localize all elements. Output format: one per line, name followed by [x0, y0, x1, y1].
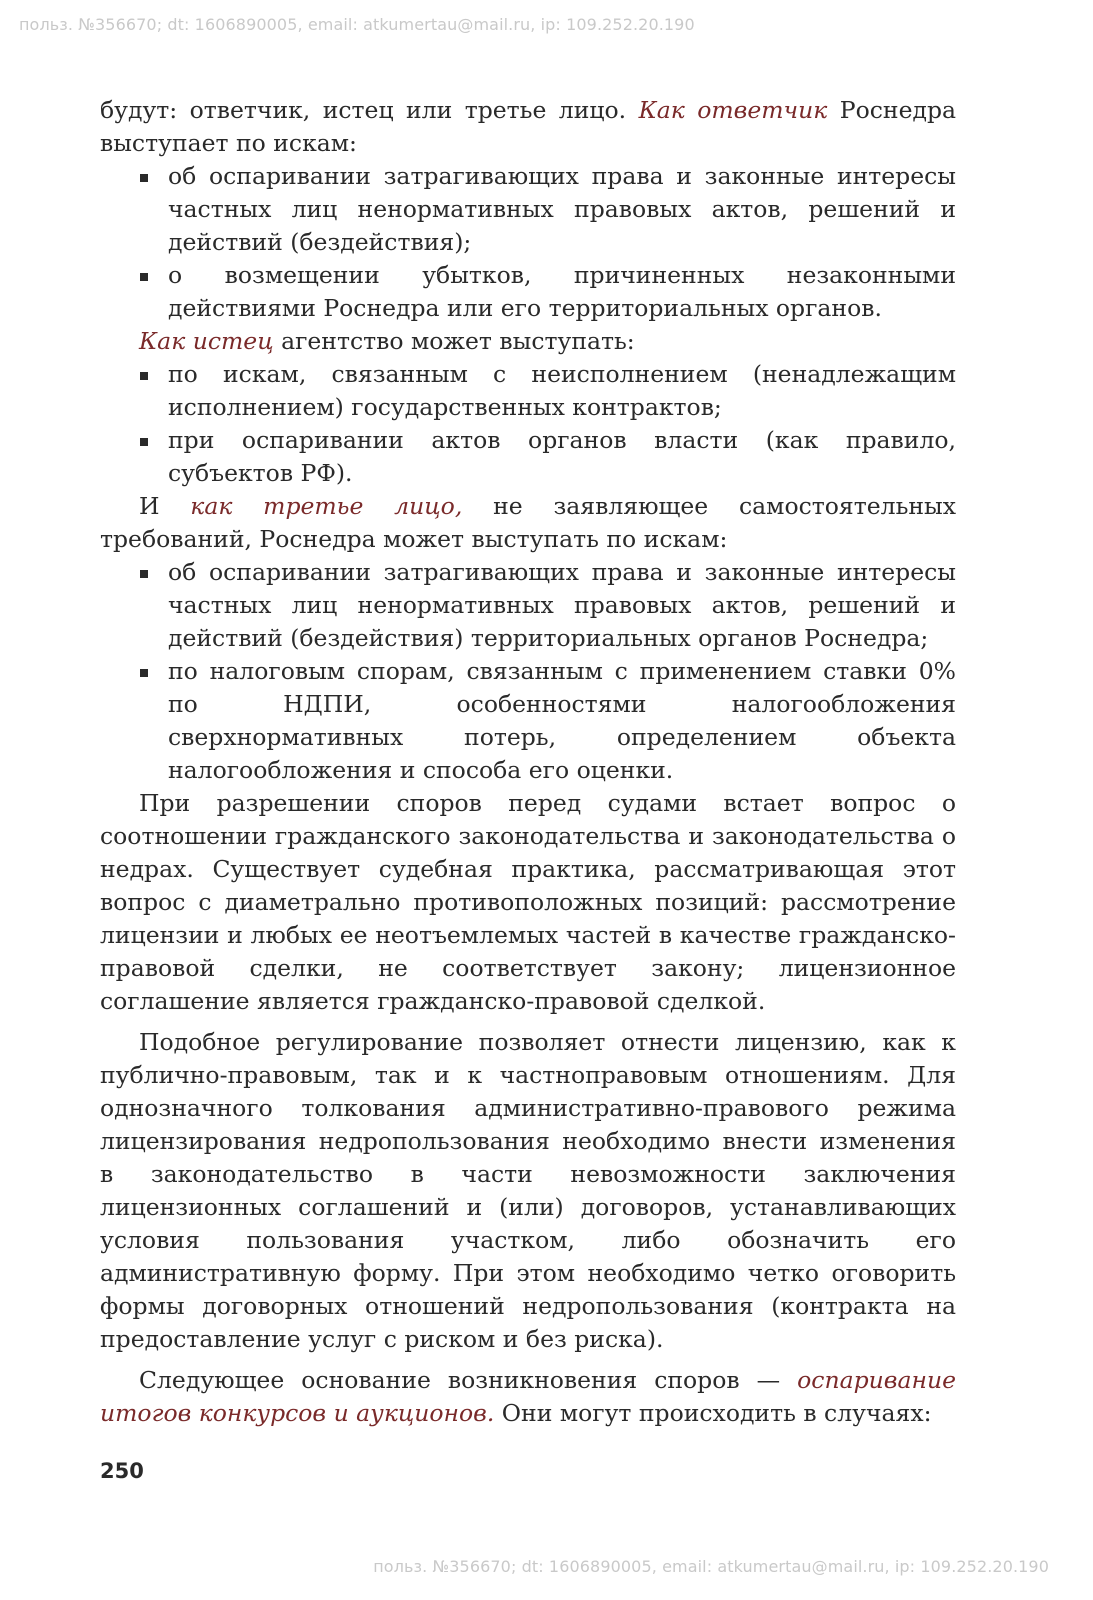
highlight-third-party: как третье лицо, [190, 492, 463, 520]
bullet-icon [140, 570, 148, 578]
highlight-auctions: оспаривание итогов конкурсов и аукционов. [100, 1366, 956, 1427]
bullet-icon [140, 669, 148, 677]
paragraph-auctions [100, 1364, 956, 1430]
text-run: не заявляющее самостоятельных требований, Роснедра может выступать по искам: [100, 492, 956, 553]
list-item [100, 259, 956, 325]
bullet-icon [140, 372, 148, 380]
text-run: Они могут происходить в случаях: [494, 1399, 932, 1427]
watermark-top: польз. №356670; dt: 1606890005, email: atkumertau@mail.ru, ip: 109.252.20.190 [19, 15, 695, 34]
list-plaintiff-claims [100, 358, 956, 490]
text-run: агентство может выступать: [273, 327, 635, 355]
paragraph-third-party [100, 490, 956, 556]
paragraph-intro [100, 94, 956, 160]
list-item [100, 160, 956, 259]
paragraph-regulation: Подобное регулирование позволяет отнести лицензию, как к публично-правовым, так и к частноправовым отношениям. Для однозначного толкования административно-правового режима лицензирования недропользования необходимо внести изменения в законодательство в части невозможности заключения лицензионных соглашений и (или) договоров, устанавливающих условия пользования участком, либо обозначить его административную форму. При этом необходимо четко оговорить формы договорных отношений недропользования (контракта на предоставление услуг с риском и без риска). [100, 1028, 956, 1353]
list-item [100, 655, 956, 787]
highlight-defendant: Как ответчик [638, 96, 828, 124]
page-number: 250 [100, 1459, 144, 1483]
watermark-bottom: польз. №356670; dt: 1606890005, email: atkumertau@mail.ru, ip: 109.252.20.190 [373, 1557, 1049, 1576]
list-item-text: о возмещении убытков, причиненных незаконными действиями Роснедра или его территориальных органов. [168, 261, 956, 322]
list-third-party-claims [100, 556, 956, 787]
list-item [100, 424, 956, 490]
page-body [100, 94, 956, 1430]
list-item-text: по искам, связанным с неисполнением (ненадлежащим исполнением) государственных контрактов; [168, 360, 956, 421]
list-item-text: по налоговым спорам, связанным с применением ставки 0% по НДПИ, особенностями налогообложения сверхнормативных потерь, определением объекта налогообложения и способа его оценки. [168, 657, 956, 784]
text-run: будут: ответчик, истец или третье лицо. [100, 96, 639, 124]
list-defendant-claims [100, 160, 956, 325]
paragraph-court-practice: При разрешении споров перед судами встает вопрос о соотношении гражданского законодательства и законодательства о недрах. Существует судебная практика, рассматривающая этот вопрос с диаметрально противоположных позиций: рассмотрение лицензии и любых ее неотъемлемых частей в качестве гражданско-правовой сделки, не соответствует закону; лицензионное соглашение является гражданско-правовой сделкой. [100, 789, 956, 1015]
list-item-text: при оспаривании актов органов власти (как правило, субъектов РФ). [168, 426, 956, 487]
bullet-icon [140, 438, 148, 446]
paragraph-plaintiff [100, 325, 956, 358]
bullet-icon [140, 273, 148, 281]
list-item-text: об оспаривании затрагивающих права и законные интересы частных лиц ненормативных правовых актов, решений и действий (бездействия) территориальных органов Роснедра; [168, 558, 956, 652]
list-item-text: об оспаривании затрагивающих права и законные интересы частных лиц ненормативных правовых актов, решений и действий (бездействия); [168, 162, 956, 256]
list-item [100, 556, 956, 655]
text-run: Следующее основание возникновения споров — [139, 1366, 798, 1394]
highlight-plaintiff: Как истец [139, 327, 274, 355]
bullet-icon [140, 174, 148, 182]
text-run: Роснедра выступает по искам: [100, 96, 957, 157]
list-item [100, 358, 956, 424]
text-run: И [139, 492, 191, 520]
